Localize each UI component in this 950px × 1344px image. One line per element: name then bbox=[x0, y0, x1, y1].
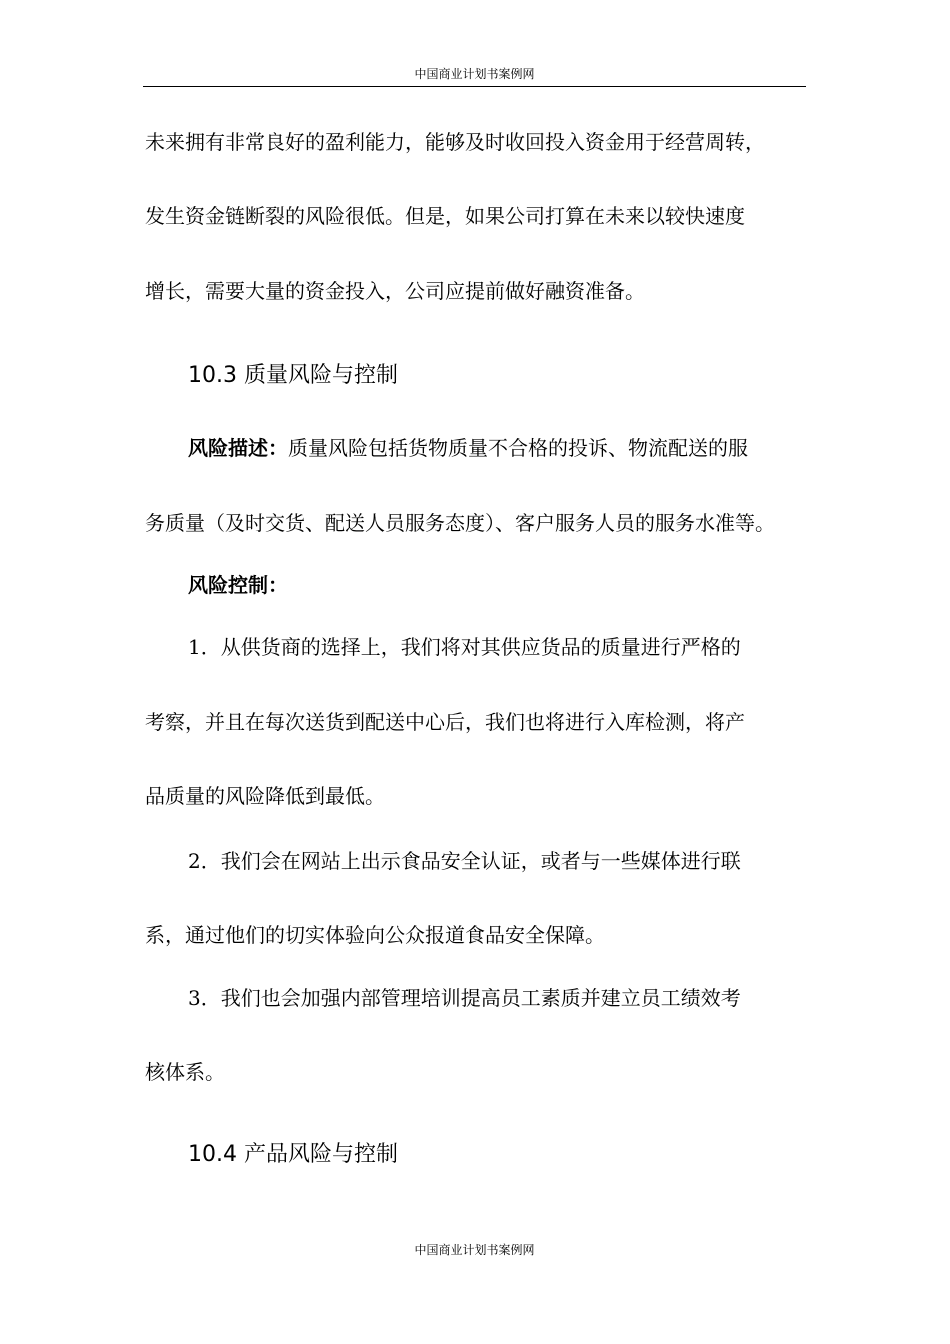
risk-control-label bbox=[188, 571, 288, 599]
paragraph-line: 未来拥有非常良好的盈利能力，能够及时收回投入资金用于经营周转， bbox=[145, 130, 765, 154]
risk-description-text: 质量风险包括货物质量不合格的投诉、物流配送的服 bbox=[288, 436, 748, 460]
section-heading-10-4: 10.4 产品风险与控制 bbox=[188, 1142, 398, 1167]
header-rule bbox=[143, 86, 806, 87]
list-item-2-line: 2．我们会在网站上出示食品安全认证，或者与一些媒体进行联 bbox=[188, 849, 741, 873]
risk-description-line bbox=[188, 434, 748, 462]
risk-control-label-text: 风险控制： bbox=[188, 573, 288, 597]
section-heading-10-3: 10.3 质量风险与控制 bbox=[188, 363, 398, 388]
list-item-3-line: 3．我们也会加强内部管理培训提高员工素质并建立员工绩效考 bbox=[188, 986, 741, 1010]
page-footer: 中国商业计划书案例网 bbox=[414, 1243, 535, 1257]
paragraph-line: 增长，需要大量的资金投入，公司应提前做好融资准备。 bbox=[145, 279, 645, 303]
list-item-1-line: 1．从供货商的选择上，我们将对其供应货品的质量进行严格的 bbox=[188, 635, 741, 659]
paragraph-line: 发生资金链断裂的风险很低。但是，如果公司打算在未来以较快速度 bbox=[145, 204, 745, 228]
risk-description-label: 风险描述： bbox=[188, 436, 288, 460]
paragraph-line: 务质量（及时交货、配送人员服务态度）、客户服务人员的服务水准等。 bbox=[145, 511, 775, 535]
paragraph-line: 品质量的风险降低到最低。 bbox=[145, 784, 385, 808]
paragraph-line: 核体系。 bbox=[145, 1060, 225, 1084]
paragraph-line: 系，通过他们的切实体验向公众报道食品安全保障。 bbox=[145, 923, 605, 947]
page-header: 中国商业计划书案例网 bbox=[414, 67, 535, 81]
paragraph-line: 考察，并且在每次送货到配送中心后，我们也将进行入库检测，将产 bbox=[145, 710, 745, 734]
